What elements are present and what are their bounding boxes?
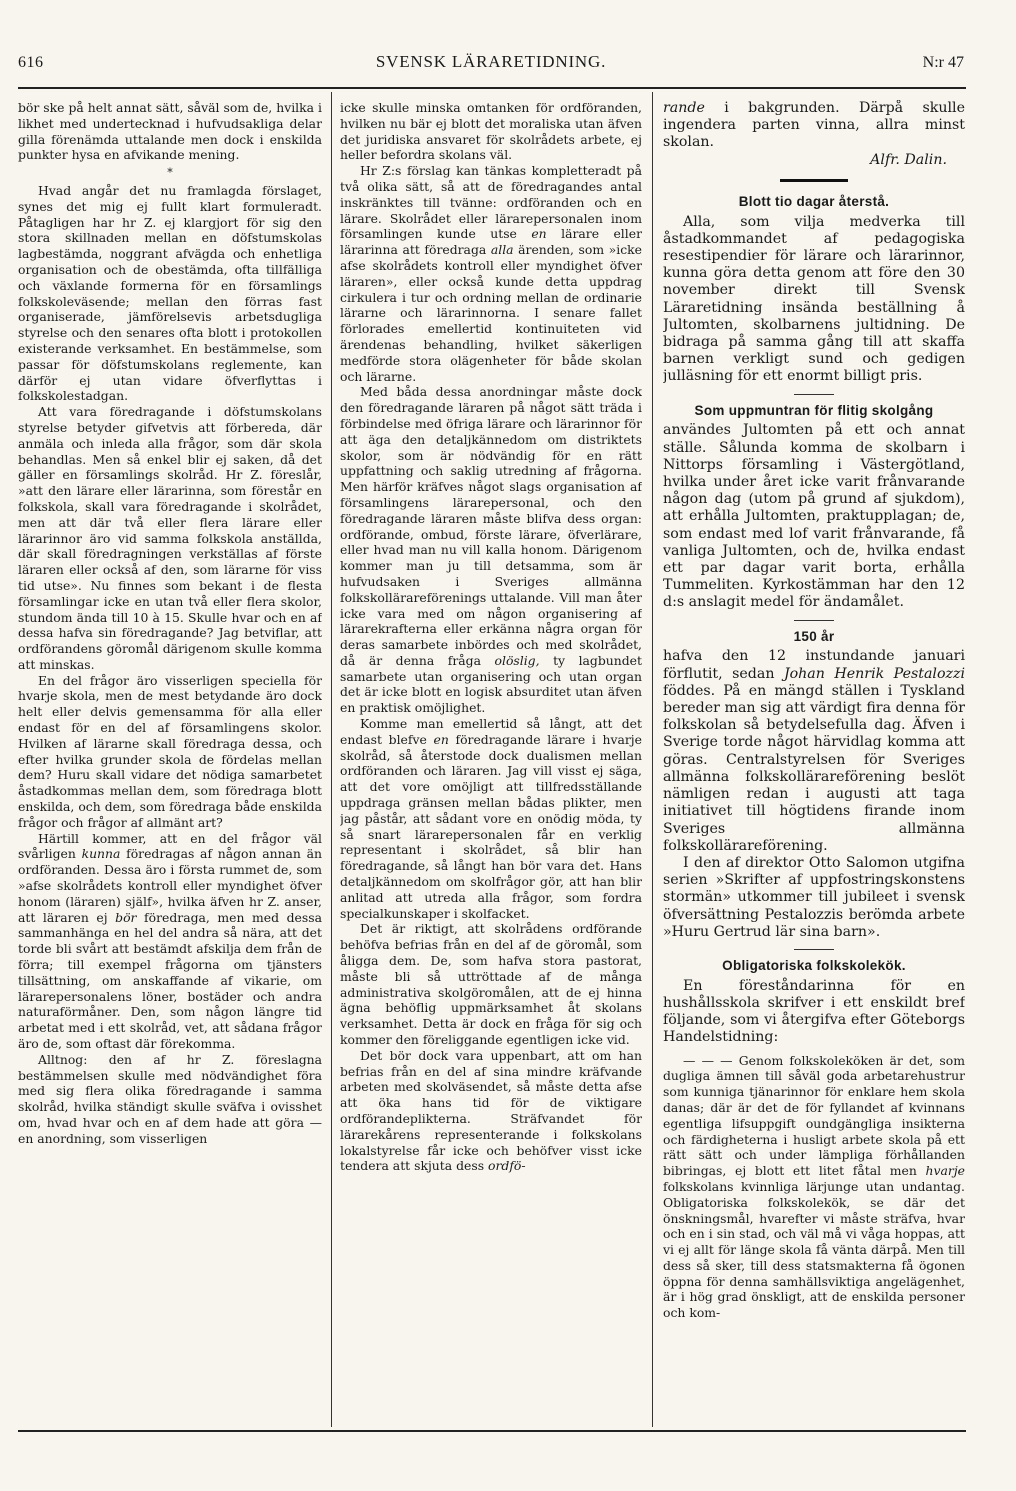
section-rule bbox=[794, 394, 834, 395]
emphasis: Johan Henrik Pestalozzi bbox=[783, 665, 965, 682]
emphasis: rande bbox=[663, 100, 705, 116]
paragraph: Att vara föredragande i döfstumskolans styrelse betyder gifvetvis att förbereda, där anmäla och inleda alla frågor, som där skola behandlas. Men så enkel blir ej saken, då det gäller en församlings skolråd. Hr Z. föreslår, »att den lärare eller lärarinna, som förestår en folkskola, skall vara föredragande i skolrådet, men att där två eller flera lärare eller lärarinnor äro vid samma folkskola anställda, där skall föredragningen verkställas af förste läraren eller också af den, som lärarne för viss tid utse». Nu finnes som bekant i de flesta församlingar icke en utan två eller flera skolor, stundom ända till 10 à 15. Skulle hvar och en af dessa hafva sin föredragande? Jag betviflar, att ordförandens göromål därigenom skulle komma att minskas. bbox=[18, 404, 322, 672]
paragraph: Alla, som vilja medverka till åstadkommandet af pedagogiska resestipendier för lärare och lärarinnor, kunna göra detta genom att före den 30 november direkt till Svensk Läraretidning insända beställning å Jultomten, skolbarnens jultidning. De bidraga på samma gång till att skaffa barnen verkligt sund och gedigen julläsning för ett enormt billigt pris. bbox=[663, 213, 965, 385]
paragraph: icke skulle minska omtanken för ordföranden, hvilken nu bär ej blott det moraliska utan äfven det juridiska ansvaret för skolrådets arbete, ej heller befordra skolans väl. bbox=[340, 100, 642, 163]
page-number: 616 bbox=[18, 54, 44, 71]
issue-number: N:r 47 bbox=[922, 54, 964, 71]
column-1 bbox=[18, 100, 322, 1425]
heading-flitig-skolgang: Som uppmuntran för flitig skolgång bbox=[694, 402, 934, 418]
paragraph: Med båda dessa anordningar måste dock den föredragande läraren på något sätt träda i förbindelse med öfriga lärare och lärarinnor för att äga den detaljkännedom om distriktets skolor, som är nödvändig för en rätt uppfattning och saklig utredning af frågorna. Men härför kräfves något slags organisation af församlingens lärarepersonal, och den föredragande läraren måste blifva dess organ: ordförande, ombud, förste lärare, öfverlärare, eller hvad man nu vill kalla honom. Därigenom kommer man ju till detsamma, som är hufvudsaken i Sveriges allmänna folkskollärareförenings uttalande. Vill man åter icke vara med om någon organisering af lärarekrafterna eller erkänna några organ för deras samarbete inbördes och med skolrådet, då är denna fråga olöslig, ty lagbundet samarbete utan organisering och utan organ det är icke blott en logisk absurditet utan äfven en praktisk omöjlighet. bbox=[340, 384, 642, 716]
paragraph: rande i bakgrunden. Därpå skulle ingendera parten vinna, allra minst skolan. bbox=[663, 100, 965, 151]
paragraph: Hvad angår det nu framlagda förslaget, synes det mig ej fullt klart formuleradt. Påtagligen har hr Z. ej klargjort för sig den stora skillnaden mellan en döfstumskolas lagbestämda, noggrant afvägda och enhetliga organisation och de obestämda, ofta tillfälliga och växlande formerna för en församlings folkskoleväsende; mellan den förras fast organiserade, jämförelsevis arbetsdugliga styrelse och den senares ofta blott i protokollen existerande verksamhet. En bestämmelse, som passar för döfstumskolans reglemente, kan därför ej utan vidare öfverflyttas i folkskolestadgan. bbox=[18, 182, 322, 404]
emphasis: en bbox=[433, 731, 449, 747]
column-divider-2 bbox=[652, 92, 653, 1427]
section-rule bbox=[780, 179, 848, 182]
paragraph: Härtill kommer, att en del frågor väl svårligen kunna föredragas af någon annan än ordföranden. Dessa äro i första rummet de, som »afse skolrådets kontroll eller myndighet öfver honom (läraren) själf», hvilka äfven hr Z. anser, att läraren ej bör föredraga, men med dessa sammanhänga en hel del andra så nära, att det torde bli svårt att bestämdt afskilja dem från de förra; till exempel frågorna om tjänsters tillsättning, om anskaffande af vikarie, om lärarepersonalens löner, bostäder och andra naturaförmåner. Den, som någon längre tid arbetat med i ett skolråd, vet, att sådana frågor äro de, som oftast där förekomma. bbox=[18, 830, 322, 1052]
paragraph: En föreståndarinna för en hushållsskola skrifver i ett enskildt bref följande, som vi återgifva efter Göteborgs Handelstidning: bbox=[663, 977, 965, 1046]
header-rule bbox=[18, 87, 966, 89]
paragraph: Hr Z:s förslag kan tänkas kompletteradt på två olika sätt, så att de föredragandes antal inskränktes till tvänne: ordföranden och en lärare. Skolrådet eller lärarepersonalen inom församlingen kunde utse en lärare eller lärarinna att föredraga alla ärenden, som »icke afse skolrådets kontroll eller myndighet öfver läraren», eller också kunde detta uppdrag cirkulera i tur och ordning mellan de ordinarie lärarne och lärarinnorna. I senare fallet förlorades emellertid kontinuiteten vid ärendenas behandling, hvilket säkerligen medförde stora olägenheter för både skolan och lärarne. bbox=[340, 163, 642, 384]
paragraph: hafva den 12 instundande januari förflutit, sedan Johan Henrik Pestalozzi föddes. På en mängd ställen i Tyskland bereder man sig att värdigt fira denna för folkskolan så betydelsefulla dag. Äfven i Sverige torde något härvidlag komma att göras. Centralstyrelsen för Sveriges allmänna folkskollärareförening beslöt nämligen redan i augusti att taga initiativet till högtidens firande inom Sveriges allmänna folkskollärareförening. bbox=[663, 648, 965, 854]
column-divider-1 bbox=[331, 92, 332, 1427]
author-signature: Alfr. Dalin. bbox=[870, 151, 947, 168]
heading-obligatoriska-folkskolekok: Obligatoriska folkskolekök. bbox=[722, 957, 906, 973]
paragraph: I den af direktor Otto Salomon utgifna serien »Skrifter af uppfostringskonstens stormän» utkommer till jubileet i svensk öfversättning Pestalozzis berömda arbete »Huru Gertrud lär sina barn». bbox=[663, 854, 965, 940]
quoted-letter: — — — Genom folkskoleköken är det, som dugliga ämnen till såväl goda arbetarehustrur som kunniga tjänarinnor för enklare hem skola danas; där är det de för fyllandet af kvinnans egentliga lifsuppgift oundgängliga insikterna och färdigheterna i husligt arbete skola på ett rätt sätt och under lämpliga förhållanden bibringas, ej blott ett litet fåtal men hvarje folkskolans kvinnliga lärjunge utan undantag. Obligatoriska folkskolekök, se där det önskningsmål, hvarefter vi måste sträfva, hvar och en i sin stad, och väl må vi våga hoppas, att vi ej allt för länge skola få vänta därpå. Men till dess så sker, till dess statsmakterna få ögonen öppna för denna samhällsviktiga angelägenhet, är i hög grad önskligt, att de enskilda personer och kom- bbox=[663, 1052, 965, 1321]
heading-blott-tio-dagar: Blott tio dagar återstå. bbox=[738, 193, 890, 209]
paragraph: Det bör dock vara uppenbart, att om han befrias från en del af sina mindre kräfvande arbeten med skolväsendet, så måste detta afse att öka hans tid för de viktigare ordförandeplikterna. Sträfvandet för lärarekårens representerande i folkskolans lokalstyrelse får icke och behöfver visst icke tendera att skjuta dess ordfö- bbox=[340, 1047, 642, 1174]
emphasis: ordfö- bbox=[488, 1158, 526, 1174]
column-2 bbox=[340, 100, 642, 1425]
column-3 bbox=[663, 100, 965, 1425]
emphasis: olöslig, bbox=[494, 652, 540, 668]
emphasis: kunna bbox=[81, 846, 121, 862]
footer-rule bbox=[18, 1430, 966, 1432]
section-rule bbox=[794, 949, 834, 950]
emphasis: bör bbox=[115, 909, 137, 925]
asterisk-separator: * bbox=[167, 166, 173, 180]
section-rule bbox=[794, 620, 834, 621]
journal-title: SVENSK LÄRARETIDNING. bbox=[375, 52, 607, 71]
paragraph: användes Jultomten på ett och annat ställe. Sålunda komma de skolbarn i Nittorps församling i Västergötland, hvilka under året icke varit frånvarande någon dag (utom på grund af sjukdom), att erhålla Jultomten, praktupplagan; de, som endast med lof varit frånvarande, få vanliga Jultomten, och de, hvilka endast ett par dagar varit borta, erhålla Tummeliten. Kyrkostämman har den 12 d:s anslagit medel för ändamålet. bbox=[663, 422, 965, 611]
emphasis: hvarje bbox=[925, 1163, 965, 1179]
emphasis: alla bbox=[490, 242, 514, 258]
paragraph: Det är riktigt, att skolrådens ordförande behöfva befrias från en del af de göromål, som åligga dem. De, som hafva stora pastorat, måste bli så uttröttade af de många administrativa skolgöromålen, att de ej hinna ägna behöflig uppmärksamhet åt skolans verksamhet. Detta är dock en fråga för sig och kommer den föreliggande egentligen icke vid. bbox=[340, 921, 642, 1048]
heading-150-ar: 150 år bbox=[793, 628, 835, 644]
paragraph: Alltnog: den af hr Z. föreslagna bestämmelsen skulle med nödvändighet föra med sig flera olika föredragande i samma skolråd, hvilka ständigt skulle sväfva i ovisshet om, hvad hvar och en af dem hade att göra — en anordning, som visserligen bbox=[18, 1051, 322, 1146]
page-header bbox=[18, 50, 964, 76]
paragraph: Komme man emellertid så långt, att det endast blefve en föredragande lärare i hvarje skolråd, så återstode dock dualismen mellan ordföranden och läraren. Jag vill visst ej säga, att det vore omöjligt att tillfredsställande uppdraga gränsen mellan bådas plikter, men jag påstår, att sådant vore en onödig möda, ty så snart lärarepersonalen får en verklig representant i skolrådet, så blir han föredragande, så långt han bör vara det. Hans detaljkännedom om skolfrågor gör, att han blir anlitad att utreda alla frågor, som fordra specialkunskaper i skolfacket. bbox=[340, 716, 642, 921]
paragraph: bör ske på helt annat sätt, såväl som de, hvilka i likhet med undertecknad i hufvudsakliga delar gilla förenämda uttalande men dock i enskilda punkter hysa en afvikande mening. bbox=[18, 100, 322, 163]
paragraph: En del frågor äro visserligen speciella för hvarje skola, men de mest betydande äro dock helt eller delvis gemensamma för alla eller endast för en del af församlingens skolor. Hvilken af lärarne skall föredraga dessa, och efter hvilka grunder skola de fördelas mellan dem? Huru skall vidare det nödiga samarbetet åstadkommas mellan dem, som föredraga blott enskilda, och dem, som föredraga både enskilda frågor och frågor af allmänt art? bbox=[18, 672, 322, 830]
emphasis: en bbox=[531, 226, 547, 242]
